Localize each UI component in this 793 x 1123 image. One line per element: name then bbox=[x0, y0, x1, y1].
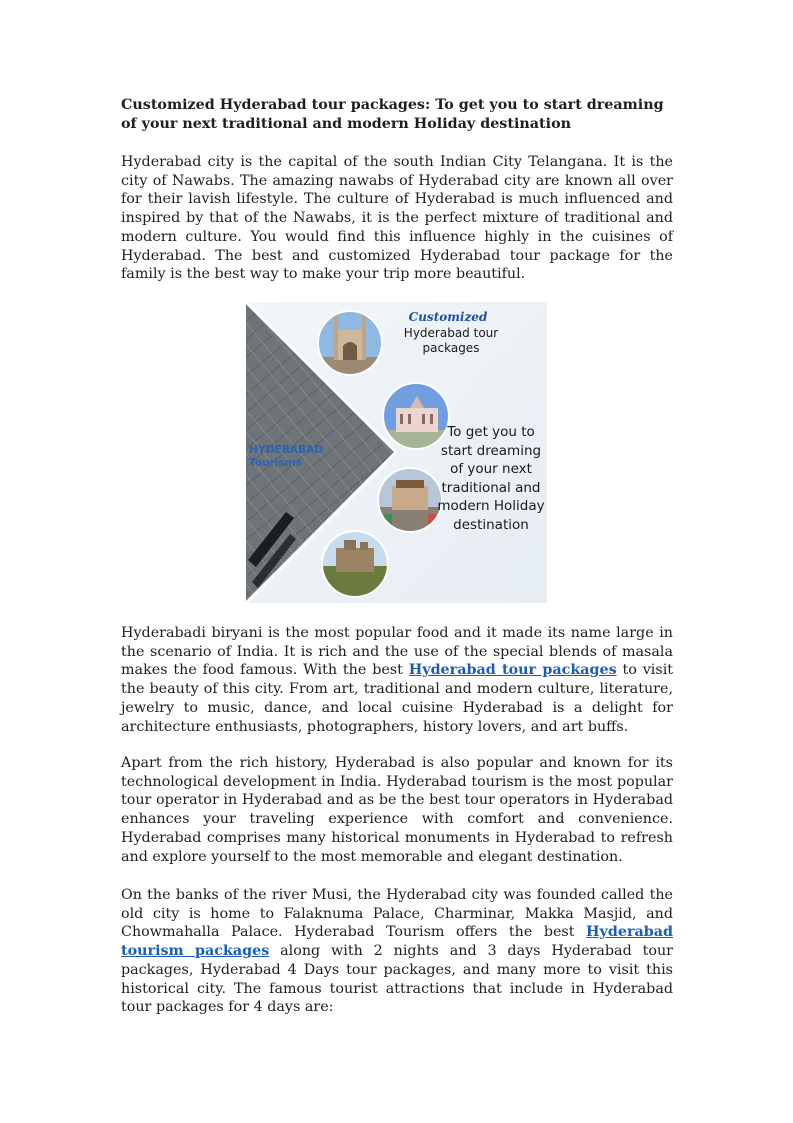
paragraph-text: along with 2 nights and 3 days Hyderabad tour packages, Hyderabad 4 Days tour packages, and many more to visit this historical city. The famous tourist attractions that include in Hyderabad tour packages for 4 days are: bbox=[121, 943, 673, 1016]
banner-title-subtitle: Hyderabad tour packages bbox=[403, 326, 499, 355]
paragraph-text: On the banks of the river Musi, the Hyderabad city was founded called the old city is home to Falaknuma Palace, Charminar, Makka Masjid, and Chowmahalla Palace. Hyderabad Tourism offers the best bbox=[121, 887, 673, 941]
paragraph-technology: Apart from the rich history, Hyderabad is also popular and known for its technological development in India. Hyderabad tourism is the most popular tour operator in Hyderabad and as be the best tour operators in Hyderabad enhances your traveling experience with comfort and convenience. Hyderabad comprises many historical monuments in Hyderabad to refresh and explore yourself to the most memorable and elegant destination. bbox=[121, 755, 673, 865]
hyderabad-tour-packages-link[interactable]: Hyderabad tour packages bbox=[408, 662, 617, 679]
banner-tagline: To get you to start dreaming of your next traditional and modern Holiday destination bbox=[437, 424, 545, 533]
hyderabad-tourism-packages-link[interactable]: Hyderabad tourism packages bbox=[121, 924, 673, 960]
banner-title-customized: Customized bbox=[408, 310, 488, 324]
paragraph-text: Hyderabadi biryani is the most popular food and it made its name large in the scenario of India. It is rich and the use of the special blends of masala makes the food famous. With the best bbox=[121, 625, 673, 679]
promo-banner-image bbox=[246, 302, 547, 603]
paragraph-text: to visit the beauty of this city. From art, traditional and modern culture, literature, jewelry to music, dance, and local cuisine Hyderabad is a delight for architecture enthusiasts, photographers, history lovers, and art buffs. bbox=[121, 662, 674, 735]
article-heading: Customized Hyderabad tour packages: To get you to start dreaming of your next traditional and modern Holiday destination bbox=[121, 97, 664, 132]
paragraph-biryani bbox=[121, 624, 673, 736]
logo-text: HYDERABAD Tourisms bbox=[249, 443, 324, 469]
hyderabad-tourism-logo bbox=[249, 443, 369, 476]
paragraph-intro: Hyderabad city is the capital of the south Indian City Telangana. It is the city of Nawabs. The amazing nawabs of Hyderabad city are known all over for their lavish lifestyle. The culture of Hyderabad is much influenced and inspired by that of the Nawabs, it is the perfect mixture of traditional and modern culture. You would find this influence highly in the cuisines of Hyderabad. The best and customized Hyderabad tour package for the family is the best way to make your trip more beautiful. bbox=[121, 154, 673, 283]
logo-subtext: Plan your trip with us bbox=[293, 470, 340, 476]
paragraph-old-city bbox=[121, 886, 673, 1017]
